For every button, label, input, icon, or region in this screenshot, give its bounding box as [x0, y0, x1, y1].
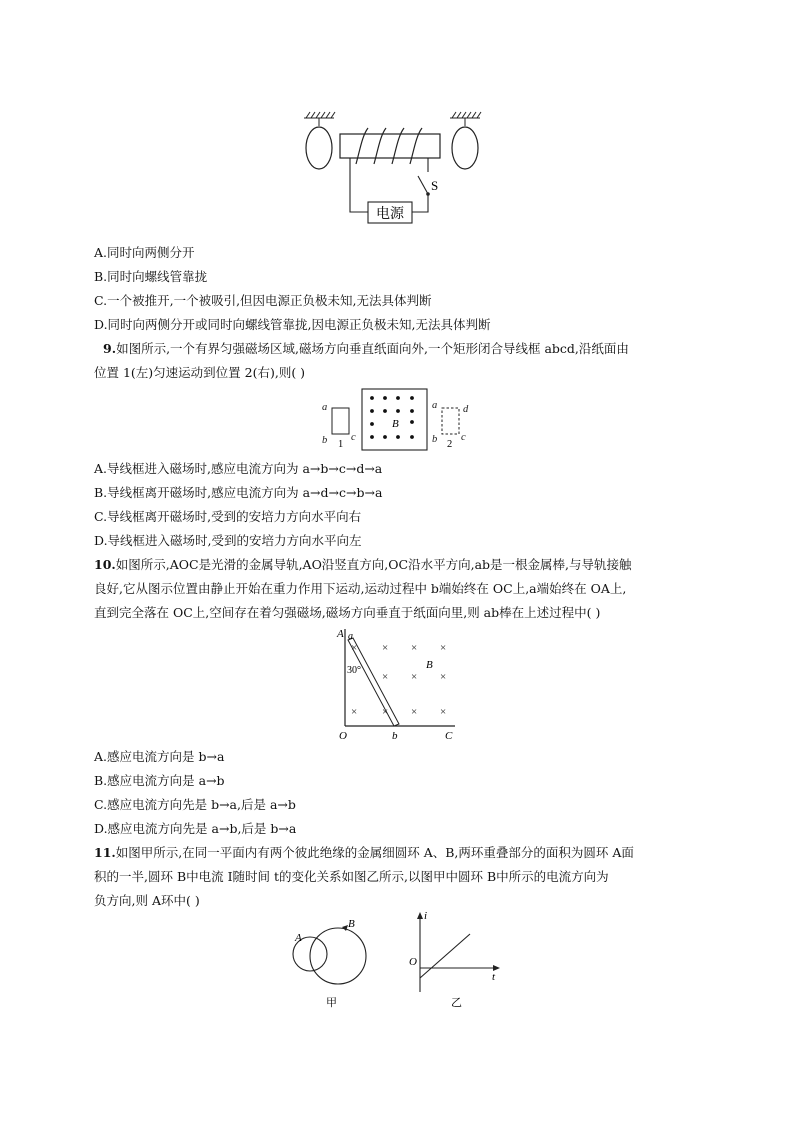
q8-option-d: D.同时向两侧分开或同时向螺线管靠拢,因电源正负极未知,无法具体判断: [94, 317, 491, 332]
svg-text:×: ×: [440, 642, 447, 654]
q10-number: 10.: [94, 557, 116, 572]
q10-option-a: A.感应电流方向是 b→a: [94, 749, 225, 764]
svg-text:×: ×: [440, 706, 447, 718]
q11-stem-line-1: [94, 845, 634, 861]
svg-text:×: ×: [440, 671, 447, 683]
svg-text:×: ×: [382, 706, 389, 718]
frame-position-2: [442, 408, 459, 434]
q9-pos2-label: 2: [447, 439, 453, 450]
q11-number: 11.: [94, 845, 116, 860]
q9-field-figure: [318, 386, 478, 454]
q9-option-c: C.导线框离开磁场时,受到的安培力方向水平向右: [94, 509, 362, 524]
right-ring: [452, 127, 478, 169]
ring-b-label: B: [348, 918, 355, 930]
q10-label-b: b: [392, 730, 398, 742]
q9-field-label: B: [392, 418, 399, 430]
q9-label-b1: b: [322, 435, 328, 446]
solenoid: [340, 134, 440, 158]
q9-number: 9.: [103, 341, 117, 356]
q10-stem-text: 如图所示,AOC是光滑的金属导轨,AO沿竖直方向,OC沿水平方向,ab是一根金属棒,与导轨接触: [115, 557, 632, 572]
q9-pos1-label: 1: [338, 439, 344, 450]
q11-rings-figure: [288, 914, 378, 1010]
current-line: [420, 934, 470, 978]
q11-stem-line-3: 负方向,则 A环中( ): [94, 893, 200, 908]
q10-label-A: A: [337, 628, 344, 640]
q10-option-d: D.感应电流方向先是 a→b,后是 b→a: [94, 821, 297, 836]
q10-label-O: O: [339, 730, 347, 742]
q9-label-b2: b: [432, 434, 438, 445]
caption-yi: 乙: [451, 997, 462, 1009]
q10-option-c: C.感应电流方向先是 b→a,后是 a→b: [94, 797, 296, 812]
frame-position-1: [332, 408, 349, 434]
q10-stem-line-1: [94, 557, 632, 573]
svg-text:×: ×: [382, 671, 389, 683]
q9-stem-text: 如图所示,一个有界匀强磁场区域,磁场方向垂直纸面向外,一个矩形闭合导线框 abcd,沿纸面由: [116, 341, 629, 356]
coil-rings-figure: [290, 108, 510, 230]
q8-option-a: A.同时向两侧分开: [94, 245, 195, 260]
axis-t-label: t: [492, 971, 496, 983]
q10-stem-line-2: 良好,它从图示位置由静止开始在重力作用下运动,运动过程中 b端始终在 OC上,a端始终在 OA上,: [94, 581, 627, 596]
q10-label-C: C: [445, 730, 453, 742]
switch-contact: [426, 192, 430, 196]
q10-angle-label: 30°: [347, 665, 361, 676]
solenoid-windings: [356, 128, 422, 164]
left-ring: [306, 127, 332, 169]
q9-label-c1: c: [351, 432, 356, 443]
left-ceiling: [304, 112, 335, 126]
q10-stem-line-3: 直到完全落在 OC上,空间存在着匀强磁场,磁场方向垂直于纸面向里,则 ab棒在上述过程中( ): [94, 605, 601, 620]
q9-label-c2: c: [461, 432, 466, 443]
svg-text:×: ×: [351, 642, 358, 654]
q9-label-a2: a: [432, 400, 438, 411]
q9-option-b: B.导线框离开磁场时,感应电流方向为 a→d→c→b→a: [94, 485, 383, 500]
switch-label: S: [431, 178, 439, 193]
svg-text:×: ×: [351, 706, 358, 718]
svg-text:×: ×: [411, 706, 418, 718]
field-crosses: [351, 642, 446, 718]
ring-b: [310, 928, 366, 984]
axis-i-label: i: [424, 910, 428, 922]
switch-s: [418, 176, 428, 194]
q9-label-a1: a: [322, 402, 328, 413]
q10-option-b: B.感应电流方向是 a→b: [94, 773, 225, 788]
q10-label-a: a: [348, 631, 353, 642]
svg-text:×: ×: [411, 671, 418, 683]
q10-rail-figure: [334, 625, 464, 743]
power-source-label: 电源: [376, 207, 404, 222]
q9-stem-line-1: [103, 341, 629, 357]
svg-text:×: ×: [411, 642, 418, 654]
q10-field-label: B: [426, 659, 433, 671]
q9-option-d: D.导线框进入磁场时,受到的安培力方向水平向左: [94, 533, 362, 548]
right-ceiling: [450, 112, 481, 126]
origin-label: O: [409, 956, 417, 968]
q11-stem-line-2: 积的一半,圆环 B中电流 I随时间 t的变化关系如图乙所示,以图甲中圆环 B中所示的电流方向为: [94, 869, 609, 884]
q9-stem-line-2: 位置 1(左)匀速运动到位置 2(右),则( ): [94, 365, 306, 380]
svg-text:×: ×: [382, 642, 389, 654]
q9-option-a: A.导线框进入磁场时,感应电流方向为 a→b→c→d→a: [94, 461, 383, 476]
ring-a-label: A: [295, 932, 302, 944]
i-axis-arrow: [417, 912, 423, 919]
caption-jia: 甲: [326, 997, 337, 1009]
q9-label-d2: d: [463, 404, 469, 415]
q11-graph-figure: [404, 910, 504, 1010]
q8-option-c: C.一个被推开,一个被吸引,但因电源正负极未知,无法具体判断: [94, 293, 432, 308]
q11-stem-text: 如图甲所示,在同一平面内有两个彼此绝缘的金属细圆环 A、B,两环重叠部分的面积为圆环 A面: [115, 845, 634, 860]
q8-option-b: B.同时向螺线管靠拢: [94, 269, 208, 284]
